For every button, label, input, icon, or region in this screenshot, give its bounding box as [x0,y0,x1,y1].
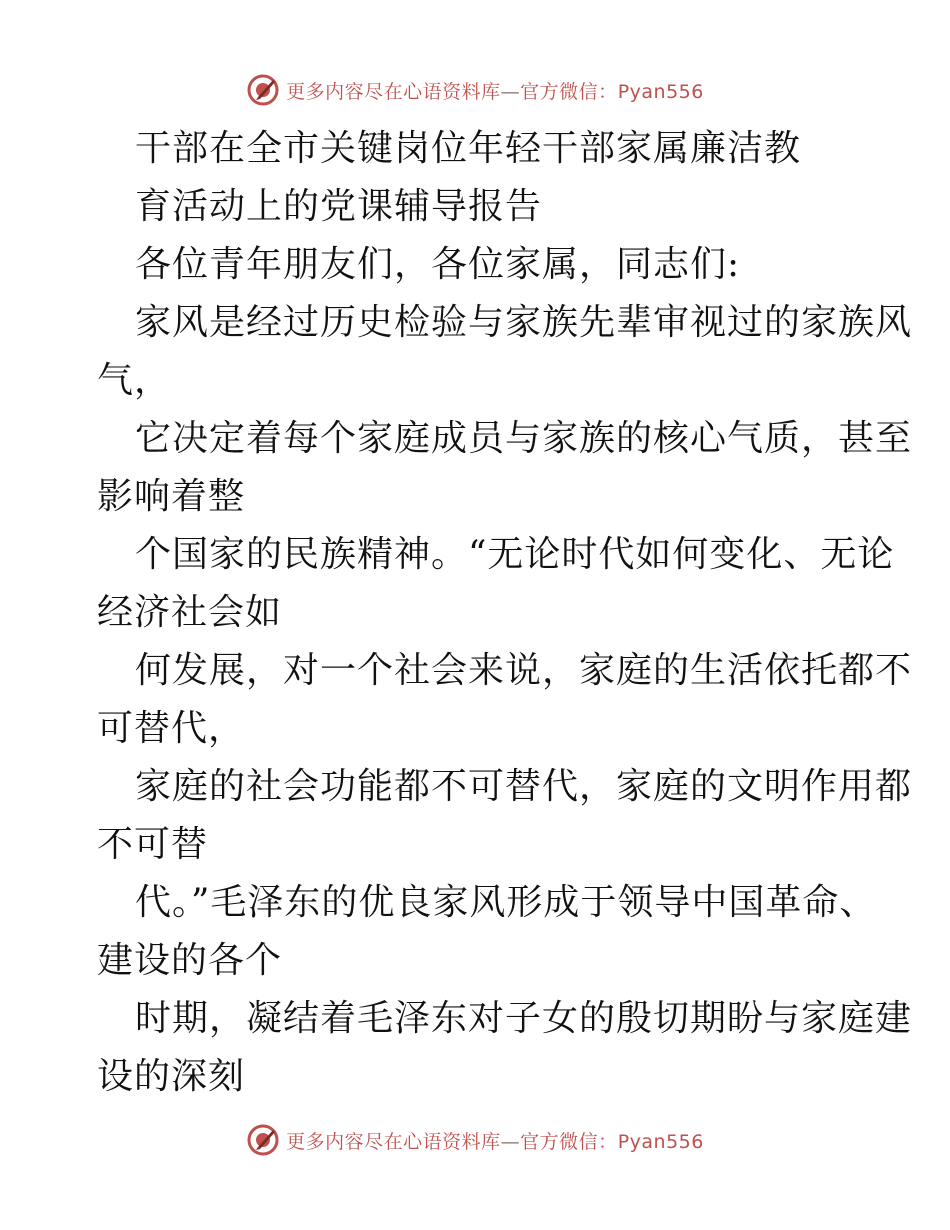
document-body [97,120,913,1106]
pen-logo-icon [246,73,280,107]
text-line: 家庭的社会功能都不可替代，家庭的文明作用都 [135,766,913,807]
watermark-contact: 官方微信： [520,80,618,103]
text-line: 不可替 [97,824,209,865]
text-line: 气， [97,360,172,401]
text-line: 干部在全市关键岗位年轻干部家属廉洁教 [135,128,802,169]
text-line: 育活动上的党课辅导报告 [135,186,543,227]
text-line: 代。”毛泽东的优良家风形成于领导中国革命、 [135,882,877,923]
watermark-account: Pyan556 [617,80,704,103]
watermark-dash: — [500,1130,521,1153]
text-line: 家风是经过历史检验与家族先辈审视过的家族风 [135,302,913,343]
footer-watermark [0,1120,950,1160]
text-line: 个国家的民族精神。“无论时代如何变化、无论 [135,534,895,575]
watermark-text [286,1127,704,1154]
watermark-site: 更多内容尽在心语资料库 [286,80,501,103]
text-line: 它决定着每个家庭成员与家族的核心气质，甚至 [135,418,913,459]
text-line: 何发展，对一个社会来说，家庭的生活依托都不 [135,650,913,691]
watermark-text [286,77,704,104]
pen-logo-icon [246,1123,280,1157]
text-line: 经济社会如 [97,592,283,633]
header-watermark [0,70,950,110]
watermark-site: 更多内容尽在心语资料库 [286,1130,501,1153]
watermark-dash: — [500,80,521,103]
text-line: 时期，凝结着毛泽东对子女的殷切期盼与家庭建 [135,998,913,1039]
text-line: 建设的各个 [97,940,283,981]
text-line: 设的深刻 [97,1056,246,1097]
watermark-contact: 官方微信： [520,1130,618,1153]
watermark-account: Pyan556 [617,1130,704,1153]
text-line: 可替代， [97,708,246,749]
text-line: 影响着整 [97,476,246,517]
text-line: 各位青年朋友们，各位家属，同志们: [135,244,741,285]
